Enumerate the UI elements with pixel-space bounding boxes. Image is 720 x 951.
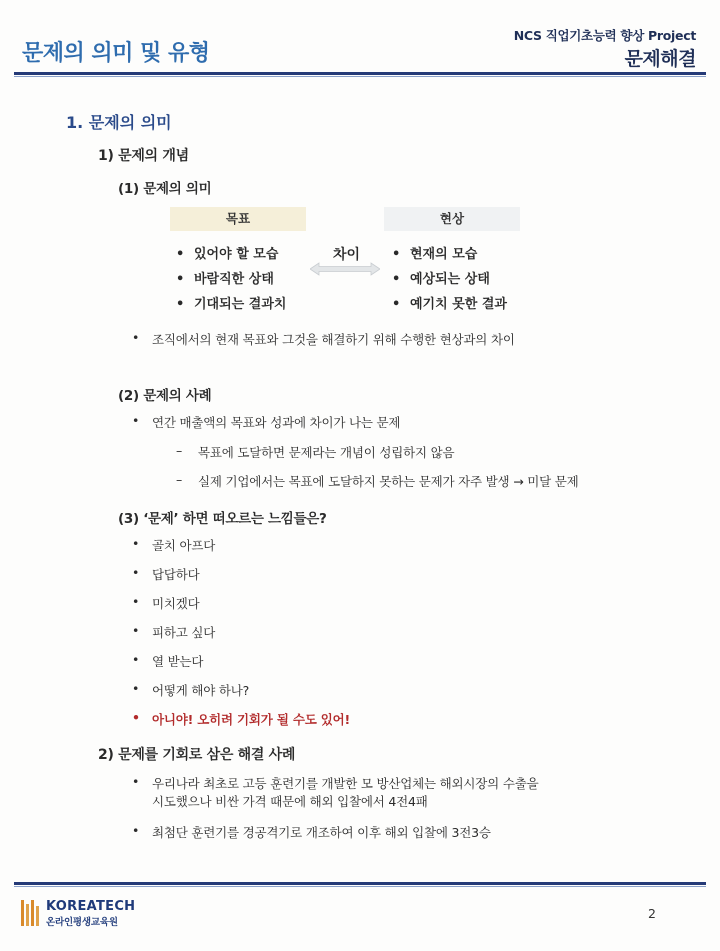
footer-divider-thin [14, 886, 706, 887]
footer-divider [14, 882, 706, 885]
feeling-item: • 피하고 싶다 [152, 623, 215, 641]
reality-item: • 예상되는 상태 [392, 272, 490, 287]
case-bullet: • 우리나라 최초로 고등 훈련기를 개발한 모 방산업체는 해외시장의 수출을 [152, 774, 538, 792]
reality-item: • 현재의 모습 [392, 247, 478, 262]
feeling-item: • 어떻게 해야 하나? [152, 681, 249, 699]
section-heading: 1. 문제의 의미 [66, 113, 172, 132]
subsection-heading-concept: 1) 문제의 개념 [98, 148, 189, 164]
program-name: NCS 직업기초능력 향상 Project [513, 28, 696, 43]
goal-item: • 바람직한 상태 [176, 272, 274, 287]
case-bullet: • 최첨단 훈련기를 경공격기로 개조하여 이후 해외 입찰에 3전3승 [152, 823, 491, 841]
page-title: 문제의 의미 및 유형 [22, 41, 210, 66]
feeling-highlight: • 아니야! 오히려 기회가 될 수도 있어! [152, 710, 350, 728]
goal-header: 목표 [170, 207, 306, 231]
goal-item: • 기대되는 결과치 [176, 297, 287, 312]
koreatech-logo-icon [20, 898, 40, 928]
subject-name: 문제해결 [624, 48, 696, 70]
example-bullet: • 연간 매출액의 목표와 성과에 차이가 나는 문제 [152, 413, 400, 431]
definition-text: • 조직에서의 현재 목표와 그것을 해결하기 위해 수행한 현상과의 차이 [152, 330, 515, 348]
logo-subtitle: 온라인평생교육원 [46, 917, 118, 928]
header-divider [14, 72, 706, 75]
feeling-item: • 골치 아프다 [152, 536, 215, 554]
goal-item: • 있어야 할 모습 [176, 247, 279, 262]
part-heading-feelings: (3) ‘문제’ 하면 떠오르는 느낌들은? [118, 511, 327, 527]
part-heading-examples: (2) 문제의 사례 [118, 388, 212, 404]
subsection-heading-case: 2) 문제를 기회로 삼은 해결 사례 [98, 747, 296, 763]
feeling-item: • 답답하다 [152, 565, 200, 583]
logo-name: KOREATECH [46, 899, 136, 914]
example-dash: – 목표에 도달하면 문제라는 개념이 성립하지 않음 [198, 443, 454, 461]
gap-label: 차이 [333, 247, 361, 263]
feeling-item: • 미치겠다 [152, 594, 200, 612]
case-bullet-continuation: 시도했으나 비싼 가격 때문에 해외 입찰에서 4전4패 [152, 794, 428, 809]
header-divider-thin [14, 76, 706, 77]
page-number: 2 [648, 906, 656, 921]
example-dash: – 실제 기업에서는 목표에 도달하지 못하는 문제가 자주 발생 → 미달 문제 [198, 472, 579, 490]
reality-item: • 예기치 못한 결과 [392, 297, 507, 312]
part-heading-meaning: (1) 문제의 의미 [118, 181, 212, 197]
double-arrow-icon [310, 262, 380, 276]
reality-header: 현상 [384, 207, 520, 231]
feeling-item: • 열 받는다 [152, 652, 203, 670]
